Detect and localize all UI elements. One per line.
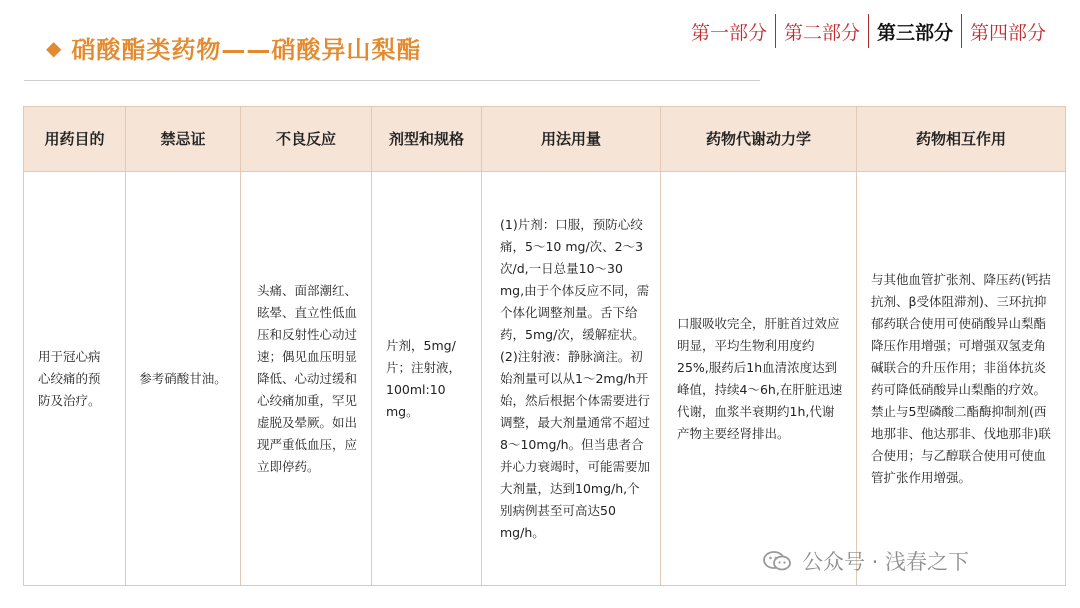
drug-info-table xyxy=(23,106,1066,586)
column-header-dosage-form: 剂型和规格 xyxy=(372,107,482,172)
section-title xyxy=(46,30,421,65)
watermark-text: 公众号 · 浅春之下 xyxy=(802,550,970,574)
cell-usage-dosage: (1)片剂：口服，预防心绞痛，5～10 mg/次、2～3次/d,一日总量10～30 mg,由于个体反应不同，需个体化调整剂量。舌下给药，5mg/次，缓解症状。(2)注射液：静脉滴注。初始剂量可以从1～2mg/h开始，然后根据个体需要进行调整，最大剂量通常不超过8～10mg/h。但当患者合并心力衰竭时，可能需要加大剂量，达到10mg/h,个别病例甚至可高达50 mg/h。 xyxy=(482,172,661,586)
wechat-watermark xyxy=(762,546,969,576)
nav-tab-part-3[interactable]: 第三部分 xyxy=(876,21,953,44)
nav-tab-part-4[interactable]: 第四部分 xyxy=(969,21,1046,44)
cell-purpose: 用于冠心病心绞痛的预防及治疗。 xyxy=(24,172,126,586)
cell-pharmacokinetics: 口服吸收完全，肝脏首过效应明显，平均生物利用度约25%,服药后1h血清浓度达到峰值，持续4～6h,在肝脏迅速代谢，血浆半衰期约1h,代谢产物主要经肾排出。 xyxy=(661,172,857,586)
drug-info-table-container xyxy=(23,106,1065,586)
cell-adverse-reactions: 头痛、面部潮红、眩晕、直立性低血压和反射性心动过速；偶见血压明显降低、心动过缓和心绞痛加重，罕见虚脱及晕厥。如出现严重低血压，应立即停药。 xyxy=(241,172,372,586)
table-header-row xyxy=(24,107,1066,172)
cell-interactions: 与其他血管扩张剂、降压药(钙拮抗剂、β受体阻滞剂)、三环抗抑郁药联合使用可使硝酸异山梨酯降压作用增强；可增强双氢麦角碱联合的升压作用；非甾体抗炎药可降低硝酸异山梨酯的疗效。禁止与5型磷酸二酯酶抑制剂(西地那非、他达那非、伐地那非)联合使用；与乙醇联合使用可使血管扩张作用增强。 xyxy=(857,172,1066,586)
title-divider xyxy=(24,80,760,81)
page-title: 硝酸酯类药物——硝酸异山梨酯 xyxy=(71,36,422,64)
column-header-interactions: 药物相互作用 xyxy=(857,107,1066,172)
cell-dosage-form: 片剂，5mg/片；注射液，100ml:10 mg。 xyxy=(372,172,482,586)
table-row xyxy=(24,172,1066,586)
cell-contraindications: 参考硝酸甘油。 xyxy=(126,172,241,586)
column-header-contraindications: 禁忌证 xyxy=(126,107,241,172)
section-nav xyxy=(683,14,1054,48)
diamond-bullet-icon: ◆ xyxy=(46,35,62,60)
column-header-usage-dosage: 用法用量 xyxy=(482,107,661,172)
column-header-pharmacokinetics: 药物代谢动力学 xyxy=(661,107,857,172)
column-header-adverse-reactions: 不良反应 xyxy=(241,107,372,172)
wechat-icon xyxy=(762,550,792,572)
column-header-purpose: 用药目的 xyxy=(24,107,126,172)
nav-tab-part-2[interactable]: 第二部分 xyxy=(783,21,860,44)
nav-tab-part-1[interactable]: 第一部分 xyxy=(690,21,767,44)
